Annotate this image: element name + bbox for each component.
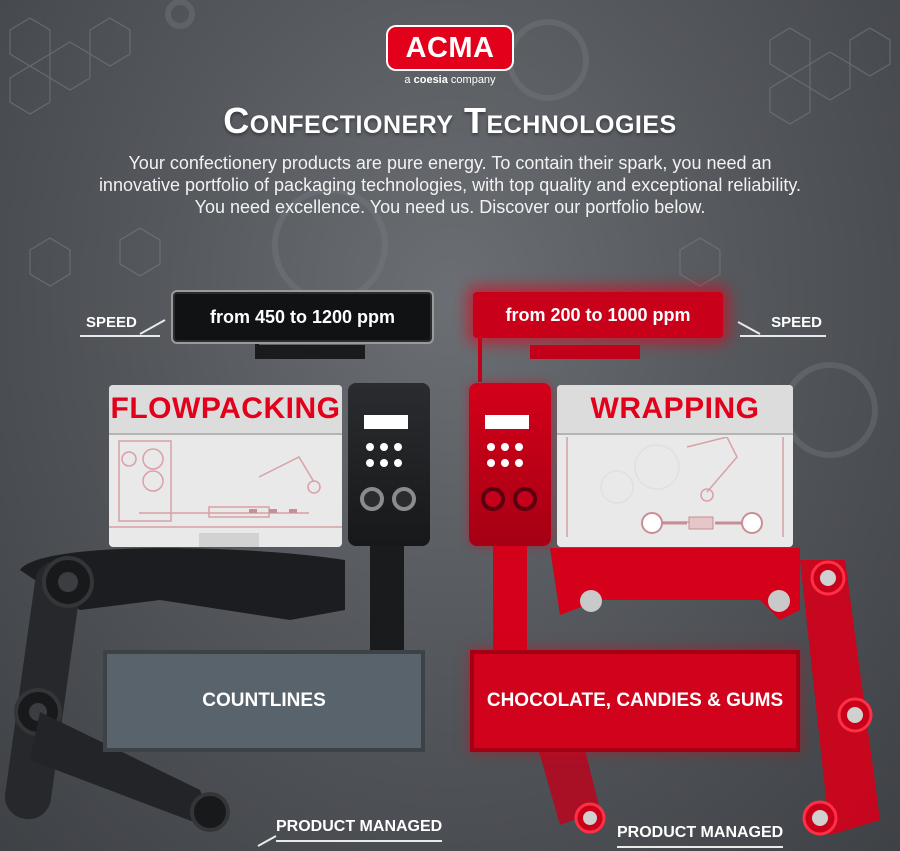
flowpacking-machine-illustration — [109, 437, 342, 547]
wrapping-panel[interactable] — [557, 385, 793, 547]
tagline-brand: coesia — [413, 74, 448, 86]
control-knobs — [360, 487, 416, 511]
speed-label-right: SPEED — [740, 314, 826, 337]
speed-label-left: SPEED — [80, 314, 160, 337]
product-managed-label-left: PRODUCT MANAGED — [276, 818, 442, 842]
control-buttons — [366, 443, 410, 467]
flowpacking-panel[interactable] — [109, 385, 342, 547]
intro-line: You need excellence. You need us. Discover our portfolio below. — [194, 197, 706, 217]
category-chocolate-candies-gums[interactable]: CHOCOLATE, CANDIES & GUMS — [470, 650, 800, 752]
logo-tagline — [386, 74, 514, 86]
speed-value-right: from 200 to 1000 ppm — [473, 292, 723, 338]
speed-value-left: from 450 to 1200 ppm — [173, 292, 432, 342]
intro-line: innovative portfolio of packaging technologies, with top quality and exceptional reliability. — [98, 175, 802, 195]
control-buttons — [487, 443, 531, 467]
control-panel-right — [469, 383, 551, 546]
page-title: Confectionery Technologies — [223, 100, 677, 141]
control-panel-left — [348, 383, 430, 546]
technology-title-right: WRAPPING — [557, 385, 793, 435]
tagline-prefix: a — [404, 74, 414, 86]
tagline-suffix: company — [447, 74, 496, 86]
acma-logo — [386, 25, 514, 71]
wrapping-machine-illustration — [557, 437, 793, 547]
intro-text — [40, 152, 860, 218]
product-managed-label-right: PRODUCT MANAGED — [617, 824, 783, 848]
intro-line: Your confectionery products are pure energy. To contain their spark, you need an — [128, 153, 772, 173]
control-knobs — [481, 487, 537, 511]
logo-text: ACMA — [405, 31, 495, 64]
category-countlines[interactable]: COUNTLINES — [103, 650, 425, 752]
technology-title-left: FLOWPACKING — [109, 385, 342, 435]
control-screen — [364, 415, 408, 429]
control-screen — [485, 415, 529, 429]
